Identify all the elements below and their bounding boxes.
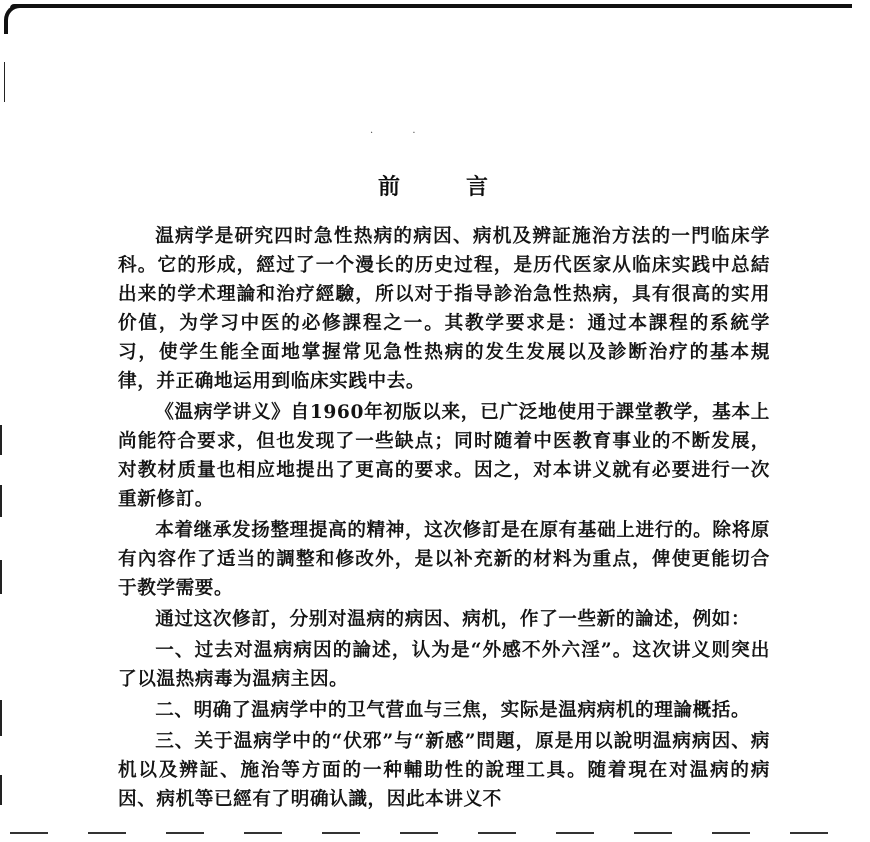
scan-margin-mark <box>4 62 5 102</box>
scan-margin-mark <box>0 425 2 455</box>
paragraph: 三、关于温病学中的“伏邪”与“新感”問題，原是用以說明温病病因、病机以及辨証、施治等方面的一种輔助性的說理工具。随着現在对温病的病因、病机等已經有了明确认識，因此本讲义不 <box>118 731 770 810</box>
scan-margin-mark <box>0 700 2 736</box>
scan-margin-mark <box>0 485 2 517</box>
paragraph: 通过这次修訂，分别对温病的病因、病机，作了一些新的論述，例如： <box>155 609 751 630</box>
body-text <box>118 222 770 814</box>
paragraph: 本着继承发扬整理提高的精神，这次修訂是在原有基础上进行的。除将原有內容作了适当的調整和修改外，是以补充新的材料为重点，俾使更能切合于教学需要。 <box>118 520 770 599</box>
paragraph: 温病学是研究四时急性热病的病因、病机及辨証施治方法的一門临床学科。它的形成，經过了一个漫长的历史过程，是历代医家从临床实践中总結出来的学术理論和治疗經驗，所以对于指导診治急性热病，具有很高的实用价值，为学习中医的必修課程之一。其教学要求是：通过本課程的系統学习，使学生能全面地掌握常见急性热病的发生发展以及診断治疗的基本規律，并正确地运用到临床实践中去。 <box>118 226 770 392</box>
paragraph: 二、明确了温病学中的卫气营血与三焦，实际是温病病机的理論概括。 <box>155 700 751 721</box>
page-title-char-2: 言 <box>465 174 488 200</box>
scan-specks: · · <box>370 128 434 139</box>
page-title-char-1: 前 <box>378 174 401 200</box>
scan-corner-mark <box>4 4 26 34</box>
scan-bottom-artifact <box>10 832 860 834</box>
paragraph: 一、过去对温病病因的論述，认为是“外感不外六淫”。这次讲义则突出了以温热病毒为温病主因。 <box>118 640 770 690</box>
paragraph: 《温病学讲义》自1960年初版以来，已广泛地使用于課堂教学，基本上尚能符合要求，但也发现了一些缺点；同时随着中医教育事业的不断发展，对教材质量也相应地提出了更高的要求。因之，对本讲义就有必要进行一次重新修訂。 <box>118 402 770 510</box>
scan-margin-mark <box>0 775 2 805</box>
page-title <box>378 168 488 202</box>
scan-top-edge <box>10 4 852 8</box>
scan-margin-mark <box>0 560 2 594</box>
